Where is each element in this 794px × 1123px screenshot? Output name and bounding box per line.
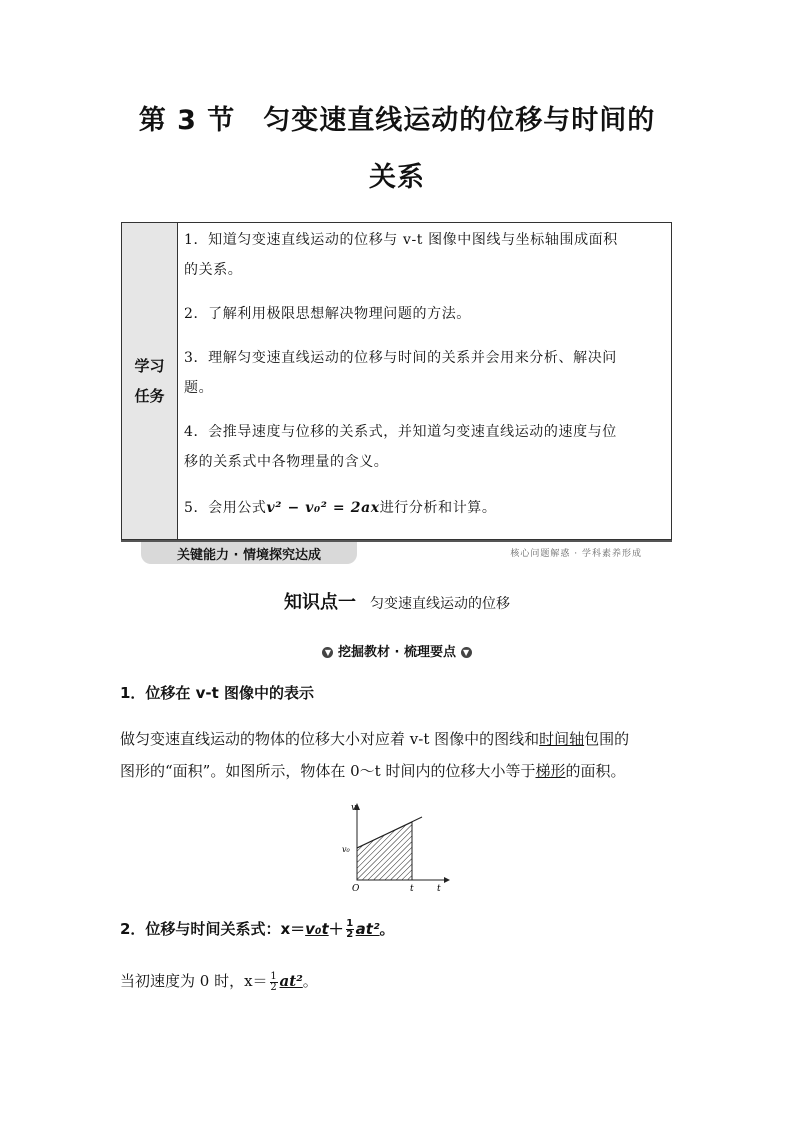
text: 包围的 bbox=[584, 730, 630, 748]
task-line: 4．会推导速度与位移的关系式，并知道匀变速直线运动的速度与位 bbox=[184, 424, 617, 440]
chevron-down-icon: ▼ bbox=[322, 647, 333, 658]
task-line: 题。 bbox=[184, 380, 214, 396]
text: 。 bbox=[302, 972, 318, 990]
text: 。 bbox=[379, 920, 395, 938]
banner-tab: 关键能力 · 情境探究达成 bbox=[141, 542, 357, 564]
section-banner bbox=[121, 540, 672, 566]
task5-text: 5．会用公式 bbox=[184, 500, 267, 516]
page-title-line2: 关系 bbox=[369, 162, 425, 193]
trapezoid-area bbox=[357, 822, 412, 880]
text: 的面积。 bbox=[565, 762, 626, 780]
paragraph-line bbox=[120, 728, 629, 749]
denominator: 2 bbox=[270, 981, 277, 993]
numerator: 1 bbox=[270, 970, 277, 982]
underline-answer: v₀t bbox=[305, 920, 329, 938]
text: 做匀变速直线运动的物体的位移大小对应着 v-t 图像中的图线和 bbox=[120, 730, 540, 748]
text: 2．位移与时间关系式：x＝ bbox=[120, 920, 306, 938]
underline-answer: 梯形 bbox=[535, 762, 566, 780]
text: 当初速度为 0 时，x＝ bbox=[120, 972, 268, 990]
knowledge-point-topic: 匀变速直线运动的位移 bbox=[370, 596, 510, 612]
task5-formula: v² − v₀² = 2ax bbox=[266, 500, 380, 516]
learning-tasks-table bbox=[121, 222, 672, 540]
subtitle-text: 挖掘教材 · 梳理要点 bbox=[338, 645, 456, 660]
task-line: 2．了解利用极限思想解决物理问题的方法。 bbox=[184, 306, 471, 322]
numerator: 1 bbox=[346, 918, 354, 929]
chevron-down-icon: ▼ bbox=[461, 647, 472, 658]
task-line bbox=[184, 497, 497, 517]
text: 图形的“面积”。如图所示，物体在 0～t 时间内的位移大小等于 bbox=[120, 762, 536, 780]
underline-answer: at² bbox=[279, 972, 303, 990]
x-label: t bbox=[437, 884, 441, 892]
task5-tail: 进行分析和计算。 bbox=[379, 500, 497, 516]
paragraph-line bbox=[120, 970, 318, 993]
section-subtitle bbox=[0, 641, 794, 660]
page-title-line1: 第 3 节 匀变速直线运动的位移与时间的 bbox=[138, 105, 656, 136]
task-line: 的关系。 bbox=[184, 262, 243, 278]
origin-label: O bbox=[352, 884, 360, 892]
underline-answer: 时间轴 bbox=[539, 730, 585, 748]
vt-graph bbox=[340, 800, 450, 892]
t-tick-label: t bbox=[410, 884, 414, 892]
denominator: 2 bbox=[346, 929, 354, 940]
task-line: 移的关系式中各物理量的含义。 bbox=[184, 454, 389, 470]
fraction bbox=[346, 919, 354, 940]
text: ＋ bbox=[328, 920, 344, 938]
banner-caption: 核心问题解惑 · 学科素养形成 bbox=[510, 549, 642, 559]
tasks-label-cell bbox=[122, 223, 178, 539]
heading-1: 1．位移在 v-t 图像中的表示 bbox=[120, 684, 315, 702]
v0-label: v₀ bbox=[342, 845, 350, 854]
tasks-label-line1: 学习 bbox=[134, 357, 165, 375]
task-line: 1．知道匀变速直线运动的位移与 v-t 图像中图线与坐标轴围成面积 bbox=[184, 232, 618, 248]
fraction bbox=[270, 972, 278, 993]
x-axis-arrow bbox=[444, 877, 450, 883]
underline-answer: at² bbox=[355, 920, 380, 938]
paragraph-line bbox=[120, 760, 625, 781]
task-line: 3．理解匀变速直线运动的位移与时间的关系并会用来分析、解决问 bbox=[184, 350, 617, 366]
heading-2 bbox=[120, 918, 395, 940]
knowledge-point-title bbox=[0, 588, 794, 614]
tasks-label-line2: 任务 bbox=[134, 387, 165, 405]
knowledge-point-label: 知识点一 bbox=[284, 592, 356, 613]
y-label: v bbox=[351, 803, 357, 813]
